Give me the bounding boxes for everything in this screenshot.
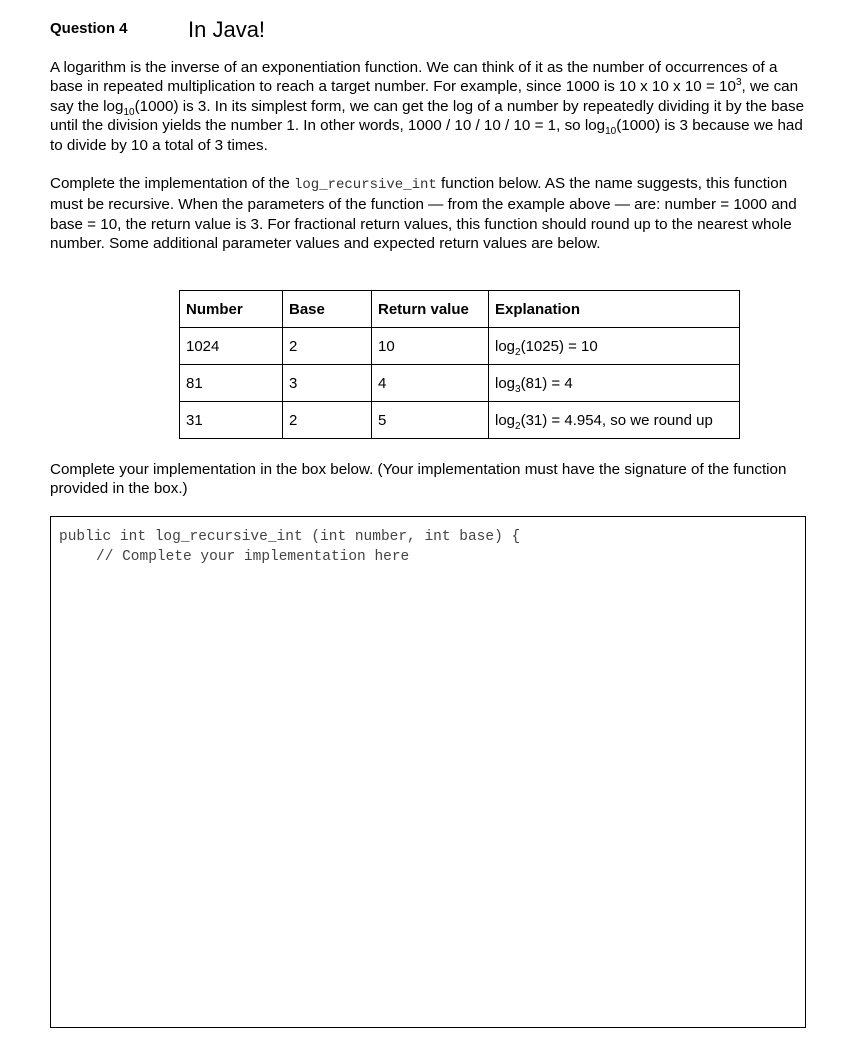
function-name-code: log_recursive_int	[293, 177, 437, 193]
table-row	[180, 402, 740, 439]
language-note: In Java!	[188, 17, 266, 42]
question-header	[50, 17, 810, 47]
header-return-value: Return value	[372, 291, 489, 328]
task-text-1: Complete the implementation of the	[50, 175, 294, 192]
code-answer-box[interactable]	[50, 516, 806, 1028]
function-signature: public int log_recursive_int (int number, int base) {	[59, 529, 521, 545]
code-comment: // Complete your implementation here	[96, 549, 410, 565]
task-text-2: function below. AS the name suggests, this function must be recursive. When the parameters of the function — from the example above — are: number = 1000 and base = 10, the return value is 3. For fractional return values, this function should round up to the nearest whole number. Some additional parameter values and expected return values are below.	[50, 175, 797, 253]
table-row	[180, 328, 740, 365]
cell-number: 81	[180, 365, 283, 402]
cell-explanation: $\log_3(81) = 4$	[489, 365, 740, 402]
header-explanation: Explanation	[489, 291, 740, 328]
cell-number: 31	[180, 402, 283, 439]
question-number: Question 4	[50, 20, 128, 37]
cell-number: 1024	[180, 328, 283, 365]
log-base-subscript: 10	[605, 126, 617, 138]
task-paragraph	[50, 174, 810, 254]
cell-base: 3	[283, 365, 372, 402]
log-base-subscript: 10	[123, 106, 135, 118]
examples-table	[179, 290, 740, 439]
cell-base: 2	[283, 328, 372, 365]
table-row	[180, 365, 740, 402]
implementation-instructions: Complete your implementation in the box below. (Your implementation must have the signature of the function provided in the box.)	[50, 461, 787, 498]
intro-text-1: A logarithm is the inverse of an exponentiation function. We can think of it as the number of occurrences of a base in repeated multiplication to reach a target number. For example, since 1000 is 10 x 10 x 10 = 10	[50, 59, 778, 96]
intro-paragraph	[50, 58, 810, 155]
cell-return-value: 5	[372, 402, 489, 439]
table-header-row	[180, 291, 740, 328]
header-number: Number	[180, 291, 283, 328]
intro-text-3: (1000) is 3. In its simplest form, we can get the log of a number by repeatedly dividing it by the base until the division yields the number 1. In other words, 1000 / 10 / 10 / 10 = 1, so log	[50, 97, 805, 135]
cell-return-value: 10	[372, 328, 489, 365]
cell-base: 2	[283, 402, 372, 439]
intro-text-2: , we can say the log	[50, 78, 799, 115]
exponent: 3	[735, 77, 742, 89]
cell-explanation: $\log_2(31) = 4.954$, so we round up	[489, 402, 740, 439]
cell-explanation: $\log_2(1025) = 10$	[489, 328, 740, 365]
intro-text-4: (1000) is 3 because we had to divide by 10 a total of 3 times.	[50, 117, 803, 154]
header-base: Base	[283, 291, 372, 328]
cell-return-value: 4	[372, 365, 489, 402]
